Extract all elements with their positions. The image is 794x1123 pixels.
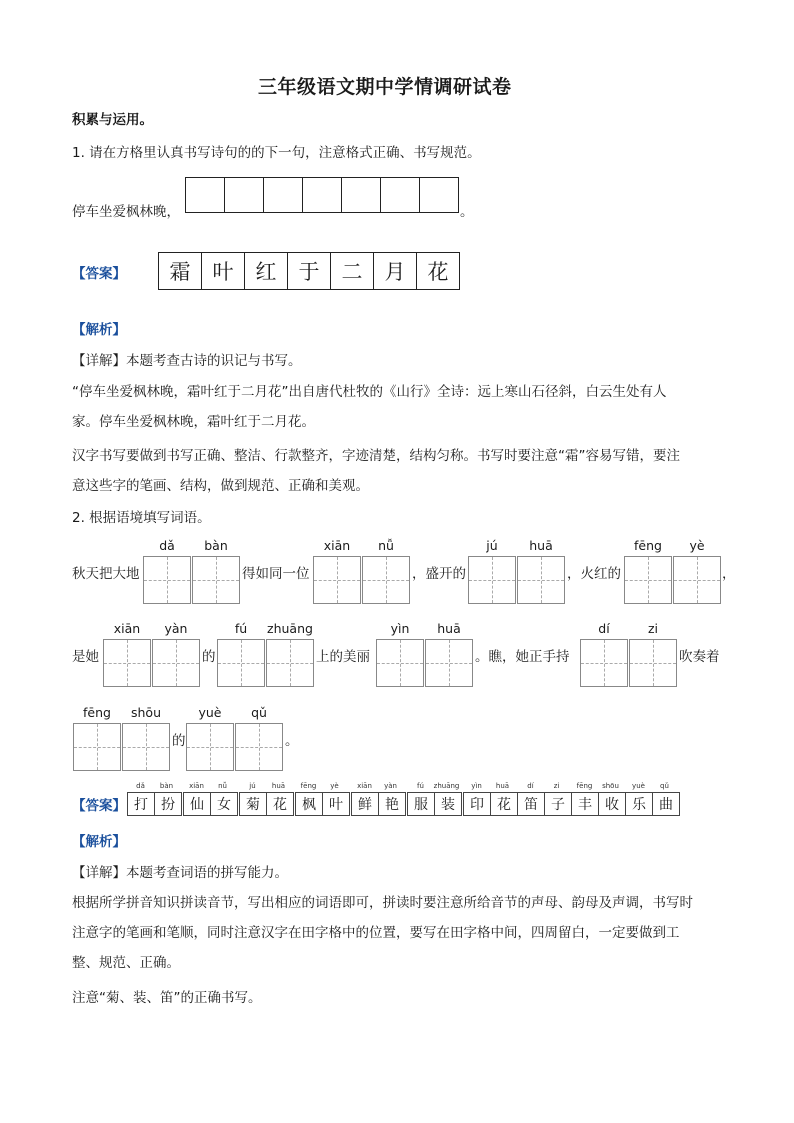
pinyin-label: yàn (164, 621, 188, 636)
tianzige-box[interactable] (517, 556, 565, 604)
answer-pinyin: nǚ (218, 782, 227, 790)
q1-box[interactable] (342, 177, 381, 213)
pinyin-label: fú (234, 621, 248, 636)
answer-char: 乐 (626, 792, 653, 816)
tianzige-box[interactable] (673, 556, 721, 604)
q2-analysis-label: 【解析】 (72, 834, 126, 850)
pinyin-label: yè (689, 538, 705, 553)
answer-pinyin: huā (495, 782, 510, 790)
answer-char: 仙 (184, 792, 211, 816)
answer-word (295, 792, 350, 816)
q2-answer-label: 【答案】 (72, 798, 126, 814)
answer-word (571, 792, 626, 816)
q2-prompt: 2. 根据语境填写词语。 (72, 510, 211, 526)
pinyin-label: shōu (130, 705, 161, 720)
q2-text: 上的美丽 (316, 649, 370, 665)
answer-pinyin: yè (330, 782, 339, 790)
pinyin-label: dí (598, 621, 610, 636)
q2-text: 。 (285, 733, 299, 749)
answer-word (239, 792, 294, 816)
q1-box[interactable] (303, 177, 342, 213)
answer-char: 服 (408, 792, 435, 816)
q1-answer-char: 花 (417, 252, 460, 290)
q2-para-line3: 整、规范、正确。 (72, 955, 180, 971)
answer-pinyin: xiān (189, 782, 204, 790)
answer-pinyin: xiān (357, 782, 372, 790)
tianzige-box[interactable] (580, 639, 628, 687)
q1-box[interactable] (420, 177, 459, 213)
q1-answer-char: 红 (245, 252, 288, 290)
answer-char: 女 (211, 792, 238, 816)
tianzige-box[interactable] (313, 556, 361, 604)
answer-word (517, 792, 572, 816)
q2-para-line1: 根据所学拼音知识拼读音节，写出相应的词语即可，拼读时要注意所给音节的声母、韵母及声调，书写时 (72, 895, 693, 911)
answer-char: 收 (599, 792, 626, 816)
q2-text: 是她 (72, 649, 99, 665)
tianzige-box[interactable] (629, 639, 677, 687)
tianzige-box[interactable] (624, 556, 672, 604)
answer-word (407, 792, 462, 816)
tianzige-box[interactable] (103, 639, 151, 687)
q1-para2-line1: 汉字书写要做到书写正确、整洁、行款整齐，字迹清楚，结构匀称。书写时要注意“霜”容易写错，要注 (72, 448, 680, 464)
q2-text: ，盛开的 (412, 566, 466, 582)
answer-pinyin: zhuāng (433, 782, 460, 790)
answer-pinyin: yàn (384, 782, 397, 790)
answer-word (127, 792, 182, 816)
answer-char: 笛 (518, 792, 545, 816)
pinyin-label: huā (529, 538, 553, 553)
q2-note: 注意“菊、装、笛”的正确书写。 (72, 990, 262, 1006)
page-title: 三年级语文期中学情调研试卷 (258, 76, 512, 98)
q1-answer-char: 霜 (159, 252, 202, 290)
answer-char: 子 (545, 792, 572, 816)
tianzige-box[interactable] (122, 723, 170, 771)
q1-answer-boxes (158, 252, 460, 290)
q1-answer-char: 于 (288, 252, 331, 290)
q1-answer-char: 月 (374, 252, 417, 290)
tianzige-box[interactable] (362, 556, 410, 604)
q2-text: 的 (172, 733, 186, 749)
q2-text: 的 (202, 649, 216, 665)
answer-pinyin: fú (417, 782, 424, 790)
answer-pinyin: zi (553, 782, 560, 790)
answer-char: 花 (267, 792, 294, 816)
tianzige-box[interactable] (186, 723, 234, 771)
pinyin-label: huā (437, 621, 461, 636)
tianzige-box[interactable] (468, 556, 516, 604)
answer-char: 印 (464, 792, 491, 816)
answer-pinyin: dǎ (136, 782, 145, 790)
q2-detail: 【详解】本题考查词语的拼写能力。 (72, 865, 288, 881)
q1-para1-line1: “停车坐爱枫林晚，霜叶红于二月花”出自唐代杜牧的《山行》全诗：远上寒山石径斜，白云生处有人 (72, 384, 667, 400)
tianzige-box[interactable] (376, 639, 424, 687)
answer-pinyin: qǔ (660, 782, 669, 790)
answer-word (463, 792, 518, 816)
q1-prompt: 1. 请在方格里认真书写诗句的的下一句，注意格式正确、书写规范。 (72, 145, 481, 161)
section-heading: 积累与运用。 (72, 112, 153, 128)
answer-char: 装 (435, 792, 462, 816)
answer-pinyin: huā (271, 782, 286, 790)
q1-detail: 【详解】本题考查古诗的识记与书写。 (72, 353, 302, 369)
pinyin-label: zhuāng (267, 621, 313, 636)
tianzige-box[interactable] (143, 556, 191, 604)
answer-pinyin: yuè (632, 782, 645, 790)
answer-word (183, 792, 238, 816)
pinyin-label: xiān (323, 538, 351, 553)
answer-word (625, 792, 680, 816)
q2-text: 吹奏着 (679, 649, 720, 665)
tianzige-box[interactable] (192, 556, 240, 604)
q2-text: 得如同一位 (242, 566, 310, 582)
answer-pinyin: fēng (300, 782, 317, 790)
tianzige-box[interactable] (217, 639, 265, 687)
q1-end-punct: 。 (460, 204, 474, 220)
pinyin-label: yuè (198, 705, 222, 720)
pinyin-label: fēng (634, 538, 662, 553)
tianzige-box[interactable] (73, 723, 121, 771)
answer-pinyin: shōu (602, 782, 619, 790)
answer-pinyin: jú (249, 782, 256, 790)
answer-char: 丰 (572, 792, 599, 816)
answer-char: 菊 (240, 792, 267, 816)
pinyin-label: nǚ (378, 538, 394, 553)
q2-para-line2: 注意字的笔画和笔顺，同时注意汉字在田字格中的位置，要写在田字格中间，四周留白，一定要做到工 (72, 925, 680, 941)
q1-analysis-label: 【解析】 (72, 322, 126, 338)
tianzige-box[interactable] (266, 639, 314, 687)
pinyin-label: jú (486, 538, 498, 553)
tianzige-box[interactable] (152, 639, 200, 687)
q1-box[interactable] (381, 177, 420, 213)
answer-word (351, 792, 406, 816)
answer-char: 叶 (323, 792, 350, 816)
pinyin-label: bàn (204, 538, 228, 553)
q1-answer-label: 【答案】 (72, 266, 126, 282)
tianzige-box[interactable] (235, 723, 283, 771)
pinyin-label: xiān (113, 621, 141, 636)
q1-box[interactable] (264, 177, 303, 213)
q1-para1-line2: 家。停车坐爱枫林晚，霜叶红于二月花。 (72, 414, 315, 430)
answer-char: 扮 (155, 792, 182, 816)
q2-text: 秋天把大地 (72, 566, 140, 582)
pinyin-label: qǔ (251, 705, 267, 720)
answer-char: 枫 (296, 792, 323, 816)
pinyin-label: dǎ (159, 538, 175, 553)
q1-answer-grid[interactable] (185, 177, 459, 213)
pinyin-label: yìn (390, 621, 410, 636)
answer-pinyin: yìn (471, 782, 482, 790)
answer-char: 曲 (653, 792, 680, 816)
answer-pinyin: bàn (159, 782, 174, 790)
answer-char: 打 (128, 792, 155, 816)
answer-pinyin: dí (527, 782, 534, 790)
answer-char: 艳 (379, 792, 406, 816)
q1-para2-line2: 意这些字的笔画、结构，做到规范、正确和美观。 (72, 478, 369, 494)
q2-text: ， (722, 566, 736, 582)
q1-given-line: 停车坐爱枫林晚， (72, 204, 180, 220)
pinyin-label: zi (647, 621, 659, 636)
q1-box[interactable] (186, 177, 225, 213)
tianzige-box[interactable] (425, 639, 473, 687)
answer-pinyin: fēng (576, 782, 593, 790)
q1-box[interactable] (225, 177, 264, 213)
pinyin-label: fēng (83, 705, 111, 720)
q2-text: ，火红的 (567, 566, 621, 582)
q1-answer-char: 二 (331, 252, 374, 290)
answer-char: 鲜 (352, 792, 379, 816)
q1-answer-char: 叶 (202, 252, 245, 290)
q2-text: 。瞧，她正手持 (475, 649, 570, 665)
answer-char: 花 (491, 792, 518, 816)
